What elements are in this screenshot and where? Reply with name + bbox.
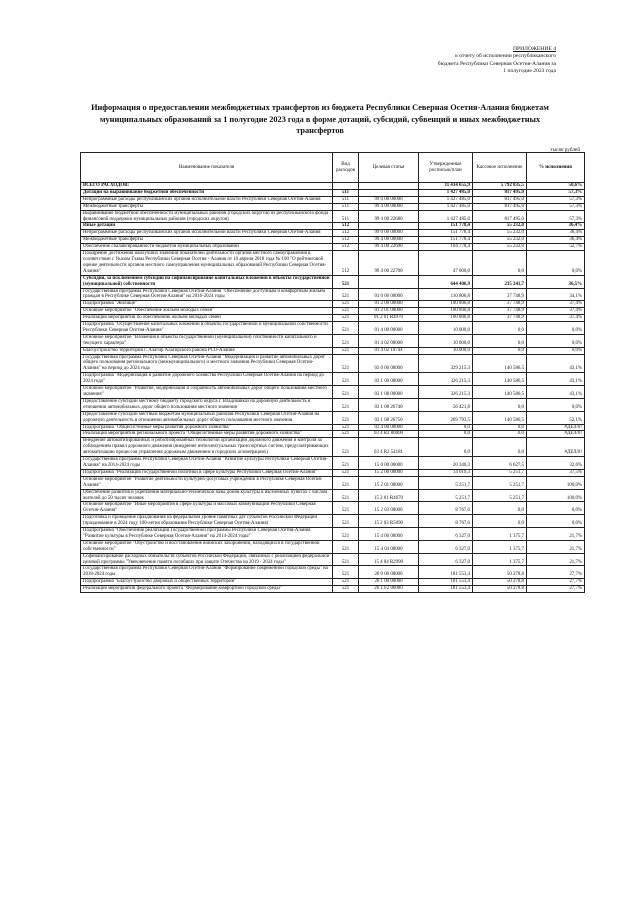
row-vid: [333, 183, 359, 190]
row-vid: 521: [333, 334, 359, 347]
table-row: [81, 237, 585, 244]
table-row: [81, 553, 585, 566]
row-vid: 521: [333, 308, 359, 315]
table-row: [81, 288, 585, 301]
row-name: ВСЕГО РАСХОДОВ:: [81, 183, 333, 190]
row-name: Основное мероприятие "Вложения в объекты государственной (муниципальной) собственности капитального и текущего характера": [81, 334, 333, 347]
row-percent: 21,7%: [527, 540, 585, 553]
row-fact: 0,0: [473, 431, 527, 438]
row-percent: 27,7%: [527, 579, 585, 586]
row-target-article: 15 2 01 R4670: [359, 489, 419, 502]
row-name: Благоустройство территории г. Алагир Алагирского района РСО-Алания: [81, 347, 333, 354]
row-fact: 55 232,0: [473, 230, 527, 237]
row-percent: 27,7%: [527, 566, 585, 579]
row-fact: 50 278,8: [473, 566, 527, 579]
row-fact: 50 278,8: [473, 586, 527, 593]
row-percent: 36,4%: [527, 223, 585, 230]
table-row: [81, 469, 585, 476]
row-target-article: 99 4 00 22690: [359, 244, 419, 251]
row-name: Основное мероприятие "Обеспечение жильем молодых семей": [81, 308, 333, 315]
row-percent: 100,0%: [527, 476, 585, 489]
units-label: тысяч рублей: [550, 147, 580, 153]
row-fact: 55 232,0: [473, 244, 527, 251]
row-fact: 37 748,9: [473, 308, 527, 315]
row-fact: 140 586,5: [473, 373, 527, 386]
row-fact: 1 375,7: [473, 528, 527, 541]
row-plan: 6 327,0: [419, 540, 473, 553]
row-name: Подпрограмма "Общесистемные меры развития дорожного хозяйства": [81, 424, 333, 431]
row-name: Подпрограмма "Обеспечение реализации Государственной программы Республики Северная Осетия-Алания "Развитие культуры в Республике Северная Осетия-Алания" на 2014-2024 годы": [81, 528, 333, 541]
row-percent: 36,4%: [527, 230, 585, 237]
row-plan: 0,0: [419, 431, 473, 438]
row-vid: 511: [333, 189, 359, 196]
row-fact: 140 586,5: [473, 386, 527, 399]
row-plan: 11 434 655,9: [419, 183, 473, 190]
row-fact: 5 792 835,5: [473, 183, 527, 190]
row-percent: 0,0%: [527, 502, 585, 515]
row-name: Предоставление субсидий местным бюджетам муниципальных районов Республики Северная Осетия-Алания на дорожную деятельность в отношении автомобильных дорог общего пользования местного значения: [81, 411, 333, 424]
row-target-article: 15 0 00 00000: [359, 457, 419, 470]
row-fact: 235 241,7: [473, 275, 527, 288]
row-target-article: 01 2 01 00000: [359, 308, 419, 315]
row-target-article: 01 0 00 00000: [359, 288, 419, 301]
row-vid: 511: [333, 196, 359, 203]
row-plan: 104 778,4: [419, 244, 473, 251]
row-fact: 0,0: [473, 502, 527, 515]
row-name: Подпрограмма "Благоустройство дворовых и общественных территорий": [81, 579, 333, 586]
row-target-article: 03 4 R2 54181: [359, 438, 419, 457]
row-name: Софинансирование расходных обязательств субъектов Российской Федерации, связанных с реализацией федеральной целевой программы "Увековечение памяти погибших при защите Отечества на 2019 - 2024 годы": [81, 553, 333, 566]
row-target-article: [359, 183, 419, 190]
row-vid: 521: [333, 398, 359, 411]
row-vid: 521: [333, 469, 359, 476]
row-target-article: 99 4 00 22680: [359, 210, 419, 223]
row-fact: 1 375,7: [473, 553, 527, 566]
row-target-article: 01 4 02 10744: [359, 347, 419, 354]
row-fact: 5 251,7: [473, 469, 527, 476]
row-plan: 181 553,4: [419, 566, 473, 579]
row-percent: 21,7%: [527, 553, 585, 566]
appendix-line: 1 полугодие 2023 года: [503, 68, 556, 75]
row-fact: 50 278,8: [473, 579, 527, 586]
row-target-article: 01 4 00 00000: [359, 322, 419, 335]
row-plan: 100 806,8: [419, 301, 473, 308]
row-name: Основное мероприятие "Иные мероприятия в сфере культуры и массовых коммуникаций Республики Северная Осетия-Алания": [81, 502, 333, 515]
row-percent: #ДЕЛ/0!: [527, 431, 585, 438]
row-percent: 0,0%: [527, 334, 585, 347]
row-name: Подпрограмма "Жилище": [81, 301, 333, 308]
row-vid: 521: [333, 502, 359, 515]
row-target-article: 99 0 00 00000: [359, 230, 419, 237]
row-name: Подпрограмма "Реализация государственной политики в сфере культуры Республики Северная Осетия-Алания": [81, 469, 333, 476]
row-plan: 151 778,4: [419, 223, 473, 230]
row-name: Реализация мероприятий регионального проекта "Общесистемные меры развития дорожного хозяйства": [81, 431, 333, 438]
row-percent: 52,7%: [527, 244, 585, 251]
row-percent: 37,5%: [527, 469, 585, 476]
row-plan: 5 251,7: [419, 476, 473, 489]
column-header-vid: Вид расходов: [333, 153, 359, 183]
row-percent: 36,5%: [527, 275, 585, 288]
row-name: Подпрограмма "Осуществление капитальных вложений в объекты государственной и муниципальной собственности Республики Северная Осетия-Алания": [81, 322, 333, 335]
row-plan: 644 406,9: [419, 275, 473, 288]
row-vid: 512: [333, 251, 359, 276]
row-percent: 52,1%: [527, 411, 585, 424]
table-row: [81, 203, 585, 210]
row-name: Иные дотации: [81, 223, 333, 230]
row-vid: 521: [333, 354, 359, 373]
row-target-article: [359, 223, 419, 230]
row-target-article: 15 4 04 00000: [359, 540, 419, 553]
row-plan: 1 427 485,0: [419, 210, 473, 223]
row-percent: 27,7%: [527, 586, 585, 593]
row-plan: 110 806,8: [419, 288, 473, 301]
table-row: [81, 398, 585, 411]
row-percent: 0,0%: [527, 347, 585, 354]
row-fact: 140 586,5: [473, 411, 527, 424]
row-percent: 0,0%: [527, 251, 585, 276]
row-vid: 521: [333, 457, 359, 470]
row-fact: 5 251,7: [473, 476, 527, 489]
row-fact: 55 232,0: [473, 237, 527, 244]
row-name: Внедрение автоматизированных и роботизированных технологий организации дорожного движения и контроля за соблюдением правил дорожного движения (внедрение интеллектуальных транспортных систем, предусматривающих автоматизацию процессов управления дорожным движением в городских агломерациях): [81, 438, 333, 457]
row-name: Подпрограмма "Модернизация и развитие дорожного хозяйства Республики Северная Осетия-Алания на период до 2024 года": [81, 373, 333, 386]
row-name: Межбюджетные трансферты: [81, 203, 333, 210]
row-target-article: 15 2 01 00000: [359, 476, 419, 489]
row-target-article: 15 2 03 R5090: [359, 515, 419, 528]
row-percent: 57,3%: [527, 203, 585, 210]
row-vid: 521: [333, 579, 359, 586]
row-percent: 37,4%: [527, 315, 585, 322]
row-name: Непрограммные расходы республиканских органов исполнительной власти Республики Северная Осетия-Алания: [81, 196, 333, 203]
row-percent: 36,4%: [527, 237, 585, 244]
row-plan: 329 215,3: [419, 354, 473, 373]
row-target-article: 26 0 00 00000: [359, 566, 419, 579]
row-name: Выравнивание бюджетной обеспеченности муниципальных районов (городских округов) из республиканского фонда финансовой поддержки муниципальных районов (городских округов): [81, 210, 333, 223]
row-percent: 43,1%: [527, 354, 585, 373]
row-fact: 0,0: [473, 424, 527, 431]
row-plan: 151 778,4: [419, 237, 473, 244]
table-row: [81, 230, 585, 237]
row-vid: 521: [333, 347, 359, 354]
table-row: [81, 386, 585, 399]
row-percent: 37,4%: [527, 301, 585, 308]
row-fact: 6 627,5: [473, 457, 527, 470]
table-row: [81, 586, 585, 593]
row-plan: 269 793,5: [419, 411, 473, 424]
row-fact: 817 495,0: [473, 210, 527, 223]
row-plan: 56 421,8: [419, 398, 473, 411]
row-target-article: 01 2 01 R4970: [359, 315, 419, 322]
row-fact: 37 748,9: [473, 301, 527, 308]
row-vid: 521: [333, 373, 359, 386]
row-fact: 817 495,0: [473, 203, 527, 210]
table-row: [81, 223, 585, 230]
row-name: Подготовка и проведение празднования на федеральном уровне памятных дат субъектов Российской Федерации (празднование в 2024 году 100-летия образования Республики Северная Осетия-Алания): [81, 515, 333, 528]
row-vid: 512: [333, 230, 359, 237]
row-percent: 57,3%: [527, 189, 585, 196]
column-header-plan: Утвержденные росписью/план: [419, 153, 473, 183]
row-target-article: [359, 189, 419, 196]
row-percent: #ДЕЛ/0!: [527, 424, 585, 431]
row-vid: 521: [333, 301, 359, 308]
row-plan: 0,0: [419, 424, 473, 431]
row-vid: 521: [333, 476, 359, 489]
row-target-article: 99 4 00 22700: [359, 251, 419, 276]
table-row: [81, 347, 585, 354]
row-name: Реализация мероприятий федерального проекта "Формирование комфортной городской среды": [81, 586, 333, 593]
table-row: [81, 210, 585, 223]
table-row: [81, 528, 585, 541]
row-plan: 10 000,0: [419, 322, 473, 335]
table-row: [81, 301, 585, 308]
table-row: [81, 189, 585, 196]
row-vid: 511: [333, 210, 359, 223]
row-fact: 0,0: [473, 347, 527, 354]
row-percent: 57,3%: [527, 196, 585, 203]
table-header-row: [81, 153, 585, 183]
row-vid: 521: [333, 540, 359, 553]
row-percent: 37,4%: [527, 308, 585, 315]
row-vid: 521: [333, 322, 359, 335]
row-vid: 512: [333, 223, 359, 230]
row-target-article: 99 0 00 00000: [359, 196, 419, 203]
row-fact: 0,0: [473, 398, 527, 411]
row-plan: 100 806,8: [419, 308, 473, 315]
row-plan: 6 327,0: [419, 528, 473, 541]
row-vid: 521: [333, 438, 359, 457]
table-row: [81, 457, 585, 470]
row-name: Государственная программа Республики Северная Осетия-Алания "Обеспечение доступным и комфортным жильем граждан в Республике Северная Осетия-Алания" на 2016-2024 годы: [81, 288, 333, 301]
row-name: Основное мероприятие "Обустройство и восстановление воинских захоронений, находящихся в государственной собственности": [81, 540, 333, 553]
row-name: Предоставление субсидии местному бюджету городского округа г. Владикавказ на дорожную деятельность в отношении автомобильных дорог общего пользования местного значения: [81, 398, 333, 411]
row-name: Дотации на выравнивание бюджетной обеспеченности: [81, 189, 333, 196]
row-plan: 20 346,3: [419, 457, 473, 470]
row-target-article: 15 4 00 00000: [359, 528, 419, 541]
row-plan: 0,0: [419, 438, 473, 457]
table-row: [81, 502, 585, 515]
table-row: [81, 579, 585, 586]
row-name: Государственная программа Республики Северная Осетия-Алания "Развитие культуры Республики Северная Осетия-Алания" на 2014-2024 годы: [81, 457, 333, 470]
row-vid: 511: [333, 203, 359, 210]
row-vid: 521: [333, 431, 359, 438]
row-vid: 512: [333, 244, 359, 251]
table-row: [81, 354, 585, 373]
row-target-article: 15 2 00 00000: [359, 469, 419, 476]
row-plan: 151 778,4: [419, 230, 473, 237]
row-fact: 37 748,9: [473, 315, 527, 322]
row-percent: 50,6%: [527, 183, 585, 190]
table-row: [81, 244, 585, 251]
row-fact: 0,0: [473, 438, 527, 457]
row-fact: 55 232,0: [473, 223, 527, 230]
column-header-fact: Кассовое исполнение: [473, 153, 527, 183]
row-plan: 6 327,0: [419, 553, 473, 566]
column-header-target: Целевая статья: [359, 153, 419, 183]
table-row: [81, 308, 585, 315]
row-percent: 100,0%: [527, 489, 585, 502]
table-row: [81, 373, 585, 386]
column-header-percent: % исполнения: [527, 153, 585, 183]
row-vid: 521: [333, 275, 359, 288]
row-plan: 326 215,3: [419, 373, 473, 386]
column-header-name: Наименование показателя: [81, 153, 333, 183]
row-target-article: 15 2 03 00000: [359, 502, 419, 515]
table-row: [81, 183, 585, 190]
table-row: [81, 489, 585, 502]
row-vid: 521: [333, 411, 359, 424]
row-plan: 326 215,3: [419, 386, 473, 399]
transfers-table: [80, 152, 585, 593]
row-plan: 8 767,6: [419, 502, 473, 515]
row-name: Государственная программа Республики Северная Осетия-Алания "Формирование современной городской среды" на 2018-2024 годы: [81, 566, 333, 579]
row-name: Основное мероприятие "Развитие деятельности культурно-досуговых учреждений в Республике Северная Осетия-Алания": [81, 476, 333, 489]
row-fact: 817 495,0: [473, 196, 527, 203]
row-vid: 521: [333, 553, 359, 566]
row-fact: 140 586,5: [473, 354, 527, 373]
row-plan: 10 000,0: [419, 334, 473, 347]
row-fact: 0,0: [473, 334, 527, 347]
row-percent: 0,0%: [527, 515, 585, 528]
appendix-line: бюджета Республики Северная Осетия-Алания за: [437, 60, 556, 67]
table-row: [81, 411, 585, 424]
appendix-title: ПРИЛОЖЕНИЕ 4: [512, 46, 556, 52]
row-fact: 37 748,9: [473, 288, 527, 301]
row-target-article: 26 1 00 00000: [359, 579, 419, 586]
row-percent: 21,7%: [527, 528, 585, 541]
row-fact: 1 375,7: [473, 540, 527, 553]
row-name: Непрограммные расходы республиканских органов исполнительной власти Республики Северная Осетия-Алания: [81, 230, 333, 237]
row-vid: 512: [333, 237, 359, 244]
table-body: [81, 183, 585, 593]
row-target-article: 03 4 00 00000: [359, 424, 419, 431]
row-fact: 0,0: [473, 251, 527, 276]
table-row: [81, 431, 585, 438]
row-plan: 1 427 485,0: [419, 189, 473, 196]
row-target-article: 15 4 04 R2990: [359, 553, 419, 566]
row-plan: 181 553,4: [419, 579, 473, 586]
row-target-article: 03 4 R2 00000: [359, 431, 419, 438]
row-name: Межбюджетные трансферты: [81, 237, 333, 244]
row-plan: 14 019,3: [419, 469, 473, 476]
row-name: Реализация мероприятий по обеспечению жильем молодых семей: [81, 315, 333, 322]
row-vid: 521: [333, 515, 359, 528]
row-percent: 57,3%: [527, 210, 585, 223]
table-row: [81, 424, 585, 431]
row-percent: 43,1%: [527, 373, 585, 386]
document-title: Информация о предоставлении межбюджетных трансфертов из бюджета Республики Северная Осетия-Алания бюджетам муниципальных образований за 1 полугодие 2023 года в форме дотаций, субсидий, субвенций и иных межбюджетных трансфертов: [91, 103, 549, 136]
row-percent: 0,0%: [527, 398, 585, 411]
table-row: [81, 251, 585, 276]
row-target-article: 03 1 08 26750: [359, 411, 419, 424]
row-plan: 8 767,6: [419, 515, 473, 528]
row-fact: 5 251,7: [473, 489, 527, 502]
row-target-article: 03 1 08 00000: [359, 386, 419, 399]
row-target-article: 03 1 08 26740: [359, 398, 419, 411]
row-vid: 521: [333, 528, 359, 541]
row-plan: 5 251,7: [419, 489, 473, 502]
row-plan: 10 000,0: [419, 347, 473, 354]
row-percent: 34,1%: [527, 288, 585, 301]
row-vid: 521: [333, 315, 359, 322]
row-plan: 1 427 485,0: [419, 196, 473, 203]
table-row: [81, 566, 585, 579]
row-percent: 32,6%: [527, 457, 585, 470]
row-percent: 0,0%: [527, 322, 585, 335]
row-vid: 521: [333, 586, 359, 593]
table-row: [81, 315, 585, 322]
row-fact: 0,0: [473, 322, 527, 335]
row-name: Обеспечение сбалансированности бюджетов муниципальных образований: [81, 244, 333, 251]
row-fact: 0,0: [473, 515, 527, 528]
row-name: Основное мероприятие "Развитие, модернизация и сохранность автомобильных дорог общего пользования местного значения": [81, 386, 333, 399]
row-plan: 181 553,4: [419, 586, 473, 593]
appendix-line: к отчету об исполнении республиканского: [455, 53, 556, 60]
row-vid: 521: [333, 489, 359, 502]
row-plan: 47 000,0: [419, 251, 473, 276]
row-target-article: 99 4 00 00000: [359, 237, 419, 244]
row-vid: 521: [333, 386, 359, 399]
table-row: [81, 196, 585, 203]
row-target-article: 03 1 00 00000: [359, 373, 419, 386]
table-row: [81, 438, 585, 457]
row-fact: 817 495,0: [473, 189, 527, 196]
row-target-article: 01 4 02 00000: [359, 334, 419, 347]
row-target-article: 03 0 00 00000: [359, 354, 419, 373]
row-target-article: 99 4 00 00000: [359, 203, 419, 210]
table-row: [81, 515, 585, 528]
row-plan: 1 427 485,0: [419, 203, 473, 210]
row-plan: 100 806,8: [419, 315, 473, 322]
row-name: Государственная программа Республики Северная Осетия-Алания "Модернизация и развитие автомобильных дорог общего пользования регионального (межмуниципального) и местного значения Республики Северная Осетия-Алания" на период до 2024 года: [81, 354, 333, 373]
row-name: Поощрение достижения наилучших значений показателей деятельности органов местного самоуправления в соответствии с Указом Главы Республики Северная Осетия - Алания от 10 апреля 2018 года № 100 "О рейтинговой оценке деятельности органов местного самоуправления муниципальных образований Республики Северная Осетия-Алания": [81, 251, 333, 276]
row-percent: #ДЕЛ/0!: [527, 438, 585, 457]
row-vid: 521: [333, 566, 359, 579]
table-row: [81, 322, 585, 335]
row-target-article: 01 2 00 00000: [359, 301, 419, 308]
appendix-header: [406, 46, 556, 76]
row-percent: 43,1%: [527, 386, 585, 399]
table-row: [81, 334, 585, 347]
row-target-article: 26 1 F2 00000: [359, 586, 419, 593]
table-row: [81, 476, 585, 489]
row-vid: 521: [333, 288, 359, 301]
table-row: [81, 275, 585, 288]
row-name: Обеспечение развития и укрепления материально-технической базы домов культуры в населенных пунктах с числом жителей до 50 тысяч человек: [81, 489, 333, 502]
row-name: Субсидии, за исключением субсидий на софинансирование капитальных вложений в объекты государственной (муниципальной) собственности: [81, 275, 333, 288]
row-vid: 521: [333, 424, 359, 431]
row-target-article: [359, 275, 419, 288]
table-row: [81, 540, 585, 553]
